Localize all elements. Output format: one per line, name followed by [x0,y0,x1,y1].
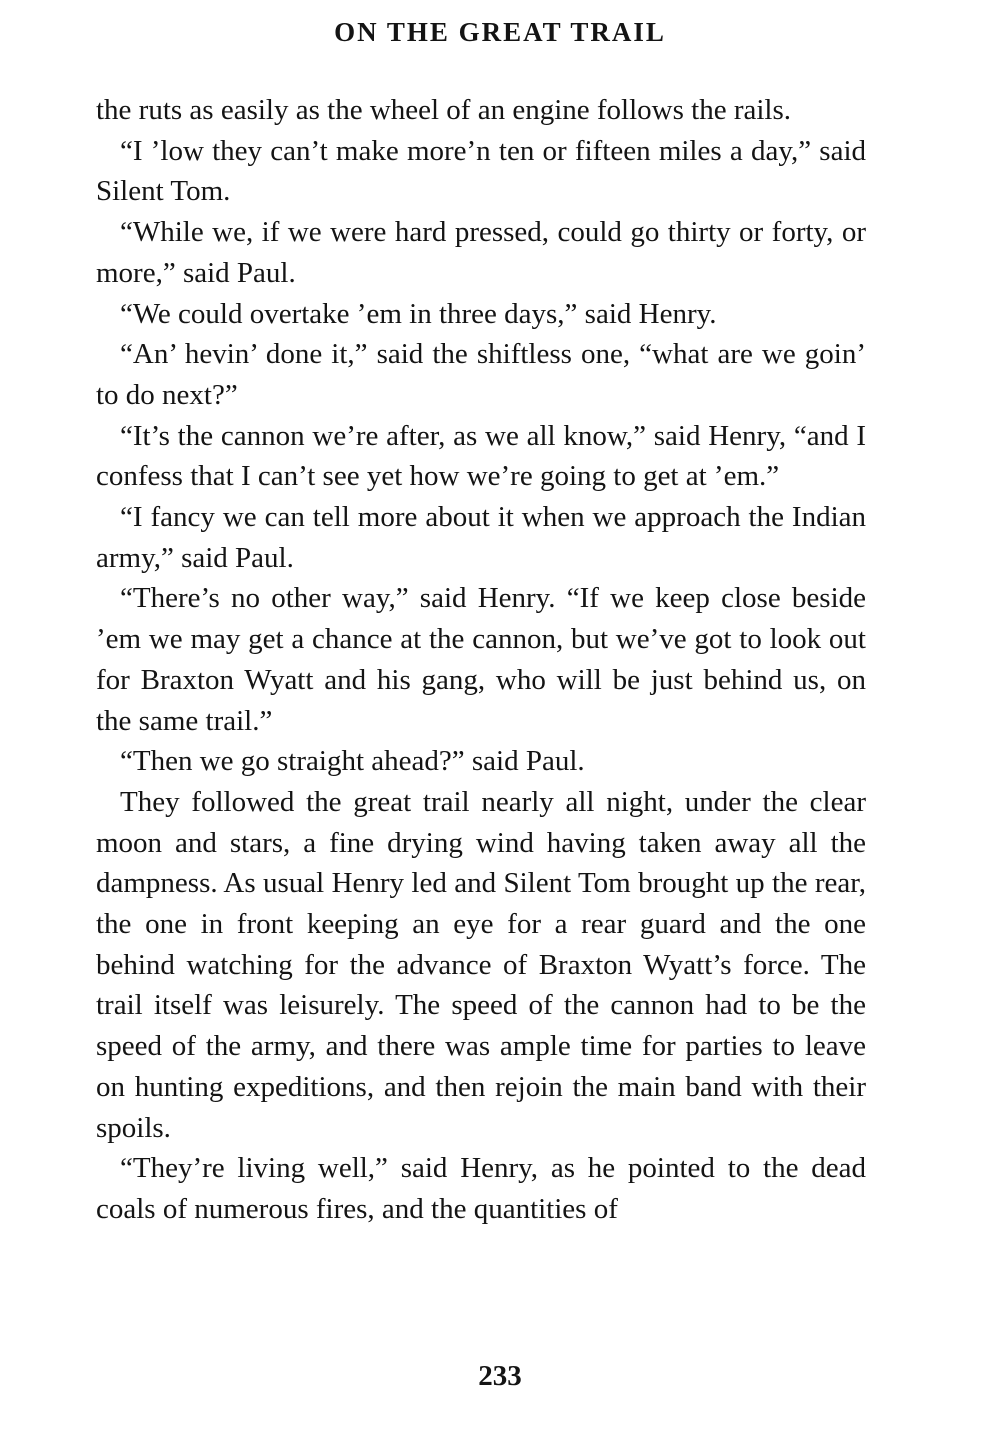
paragraph: “We could overtake ’em in three days,” said Henry. [120,297,717,330]
paragraph: “I fancy we can tell more about it when we approach the Indian army,” said Paul. [96,501,866,574]
page-body [96,90,866,1230]
paragraph-continued: the ruts as easily as the wheel of an engine follows the rails. [96,94,791,126]
paragraph: “An’ hevin’ done it,” said the shiftless one, “what are we goin’ to do next?” [96,338,866,411]
paragraph: “There’s no other way,” said Henry. “If we keep close beside ’em we may get a chance at the cannon, but we’ve got to look out for Braxton Wyatt and his gang, who will be just behind us, on the same trail.” [96,582,866,737]
paragraph: “It’s the cannon we’re after, as we all know,” said Henry, “and I confess that I can’t see yet how we’re going to get at ’em.” [96,419,866,493]
running-title: ON THE GREAT TRAIL [334,17,666,47]
paragraph: They followed the great trail nearly all night, under the clear moon and stars, a fine drying wind having taken away all the dampness. As usual Henry led and Silent Tom brought up the rear, the one in front keeping an eye for a rear guard and the one behind watching for the advance of Braxton Wyatt’s force. The trail itself was leisurely. The speed of the cannon had to be the speed of the army, and there was ample time for parties to leave on hunting expeditions, and then rejoin the main band with their spoils. [96,785,866,1144]
paragraph: “They’re living well,” said Henry, as he pointed to the dead coals of numerous fires, and the quantities of [96,1152,866,1225]
page-number: 233 [478,1360,522,1392]
paragraph: “Then we go straight ahead?” said Paul. [120,745,585,778]
paragraph: “While we, if we were hard pressed, could go thirty or forty, or more,” said Paul. [96,216,866,289]
paragraph: “I ’low they can’t make more’n ten or fifteen miles a day,” said Silent Tom. [96,134,866,208]
